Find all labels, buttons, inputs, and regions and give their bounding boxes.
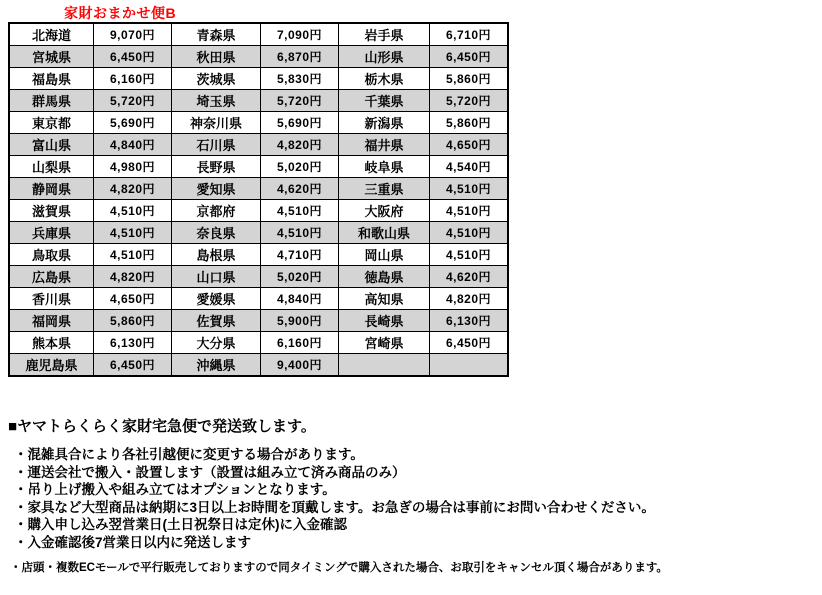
prefecture-cell: 富山県 <box>9 134 94 156</box>
price-cell: 5,860円 <box>430 68 509 90</box>
prefecture-cell: 愛媛県 <box>172 288 261 310</box>
price-cell: 4,620円 <box>261 178 339 200</box>
price-cell: 6,450円 <box>430 332 509 354</box>
price-cell: 4,510円 <box>94 200 172 222</box>
prefecture-cell: 茨城県 <box>172 68 261 90</box>
price-cell: 5,860円 <box>94 310 172 332</box>
notes-section <box>8 415 818 575</box>
fee-table-body <box>9 23 508 376</box>
table-row <box>9 266 508 288</box>
table-row <box>9 178 508 200</box>
price-cell: 6,130円 <box>430 310 509 332</box>
table-row <box>9 156 508 178</box>
table-row <box>9 200 508 222</box>
prefecture-cell: 鳥取県 <box>9 244 94 266</box>
price-cell: 4,620円 <box>430 266 509 288</box>
note-bullet: ・混雑具合により各社引越便に変更する場合があります。 <box>14 447 364 462</box>
price-cell: 6,450円 <box>94 354 172 377</box>
prefecture-cell: 長野県 <box>172 156 261 178</box>
price-cell: 5,720円 <box>261 90 339 112</box>
price-cell: 4,510円 <box>261 222 339 244</box>
prefecture-cell: 埼玉県 <box>172 90 261 112</box>
price-cell: 4,510円 <box>261 200 339 222</box>
table-row <box>9 68 508 90</box>
prefecture-cell: 群馬県 <box>9 90 94 112</box>
price-cell: 6,450円 <box>94 46 172 68</box>
price-cell: 5,830円 <box>261 68 339 90</box>
price-cell: 4,840円 <box>94 134 172 156</box>
notes-heading: ■ヤマトらくらく家財宅急便で発送致します。 <box>8 418 316 435</box>
price-cell: 4,840円 <box>261 288 339 310</box>
prefecture-cell: 長崎県 <box>339 310 430 332</box>
prefecture-cell: 神奈川県 <box>172 112 261 134</box>
prefecture-cell: 宮城県 <box>9 46 94 68</box>
price-cell: 4,820円 <box>430 288 509 310</box>
price-cell: 6,870円 <box>261 46 339 68</box>
prefecture-cell: 岩手県 <box>339 23 430 46</box>
price-cell: 5,690円 <box>261 112 339 134</box>
note-bullet: ・入金確認後7営業日以内に発送します <box>14 534 252 550</box>
price-cell: 5,860円 <box>430 112 509 134</box>
price-cell: 4,510円 <box>430 222 509 244</box>
prefecture-cell: 岡山県 <box>339 244 430 266</box>
prefecture-cell: 福岡県 <box>9 310 94 332</box>
prefecture-cell: 山口県 <box>172 266 261 288</box>
note-bullet: ・運送会社で搬入・設置します（設置は組み立て済み商品のみ） <box>14 464 406 480</box>
note-bullet: ・家具など大型商品は納期に3日以上お時間を頂戴します。お急ぎの場合は事前にお問い合わせください。 <box>14 499 655 515</box>
price-cell: 6,160円 <box>94 68 172 90</box>
table-row <box>9 112 508 134</box>
prefecture-cell: 鹿児島県 <box>9 354 94 377</box>
table-row <box>9 332 508 354</box>
table-row <box>9 90 508 112</box>
price-cell: 5,020円 <box>261 156 339 178</box>
price-cell: 9,400円 <box>261 354 339 377</box>
prefecture-cell: 山梨県 <box>9 156 94 178</box>
table-row <box>9 354 508 377</box>
price-cell: 4,650円 <box>94 288 172 310</box>
prefecture-cell: 佐賀県 <box>172 310 261 332</box>
table-row <box>9 244 508 266</box>
prefecture-cell: 大阪府 <box>339 200 430 222</box>
table-row <box>9 23 508 46</box>
prefecture-cell: 青森県 <box>172 23 261 46</box>
price-cell: 4,650円 <box>430 134 509 156</box>
price-cell: 6,450円 <box>430 46 509 68</box>
prefecture-cell: 山形県 <box>339 46 430 68</box>
prefecture-cell: 兵庫県 <box>9 222 94 244</box>
prefecture-cell: 秋田県 <box>172 46 261 68</box>
prefecture-cell <box>339 354 430 377</box>
note-bullet: ・吊り上げ搬入や組み立てはオプションとなります。 <box>14 482 336 498</box>
price-cell: 6,130円 <box>94 332 172 354</box>
price-cell: 4,510円 <box>430 178 509 200</box>
price-cell: 6,160円 <box>261 332 339 354</box>
price-cell: 7,090円 <box>261 23 339 46</box>
prefecture-cell: 栃木県 <box>339 68 430 90</box>
prefecture-cell: 香川県 <box>9 288 94 310</box>
price-cell: 4,820円 <box>94 178 172 200</box>
table-row <box>9 310 508 332</box>
prefecture-cell: 静岡県 <box>9 178 94 200</box>
prefecture-cell: 沖縄県 <box>172 354 261 377</box>
prefecture-cell: 滋賀県 <box>9 200 94 222</box>
prefecture-cell: 和歌山県 <box>339 222 430 244</box>
table-row <box>9 288 508 310</box>
prefecture-cell: 広島県 <box>9 266 94 288</box>
prefecture-cell: 高知県 <box>339 288 430 310</box>
prefecture-cell: 岐阜県 <box>339 156 430 178</box>
table-row <box>9 222 508 244</box>
price-cell: 5,720円 <box>94 90 172 112</box>
prefecture-cell: 徳島県 <box>339 266 430 288</box>
price-cell: 4,510円 <box>94 222 172 244</box>
prefecture-cell: 福井県 <box>339 134 430 156</box>
prefecture-cell: 東京都 <box>9 112 94 134</box>
price-cell: 4,510円 <box>430 244 509 266</box>
prefecture-cell: 大分県 <box>172 332 261 354</box>
price-cell: 4,820円 <box>94 266 172 288</box>
price-cell: 5,690円 <box>94 112 172 134</box>
table-title: 家財おまかせ便B <box>64 5 177 21</box>
prefecture-cell: 愛知県 <box>172 178 261 200</box>
prefecture-cell: 島根県 <box>172 244 261 266</box>
price-cell: 4,510円 <box>430 200 509 222</box>
prefecture-cell: 北海道 <box>9 23 94 46</box>
price-cell: 5,900円 <box>261 310 339 332</box>
price-cell: 4,710円 <box>261 244 339 266</box>
prefecture-cell: 奈良県 <box>172 222 261 244</box>
prefecture-cell: 京都府 <box>172 200 261 222</box>
prefecture-cell: 千葉県 <box>339 90 430 112</box>
shipping-fee-table <box>8 22 509 377</box>
price-cell: 4,510円 <box>94 244 172 266</box>
small-note: ・店頭・複数ECモールで平行販売しておりますので同タイミングで購入された場合、お取引をキャンセル頂く場合があります。 <box>10 561 668 574</box>
prefecture-cell: 熊本県 <box>9 332 94 354</box>
price-cell: 5,720円 <box>430 90 509 112</box>
table-row <box>9 46 508 68</box>
price-cell: 4,540円 <box>430 156 509 178</box>
price-cell: 4,980円 <box>94 156 172 178</box>
price-cell: 9,070円 <box>94 23 172 46</box>
table-row <box>9 134 508 156</box>
prefecture-cell: 石川県 <box>172 134 261 156</box>
prefecture-cell: 宮崎県 <box>339 332 430 354</box>
prefecture-cell: 三重県 <box>339 178 430 200</box>
prefecture-cell: 新潟県 <box>339 112 430 134</box>
price-cell: 6,710円 <box>430 23 509 46</box>
note-bullet: ・購入申し込み翌営業日(土日祝祭日は定休)に入金確認 <box>14 517 347 533</box>
prefecture-cell: 福島県 <box>9 68 94 90</box>
price-cell <box>430 354 509 377</box>
price-cell: 4,820円 <box>261 134 339 156</box>
price-cell: 5,020円 <box>261 266 339 288</box>
